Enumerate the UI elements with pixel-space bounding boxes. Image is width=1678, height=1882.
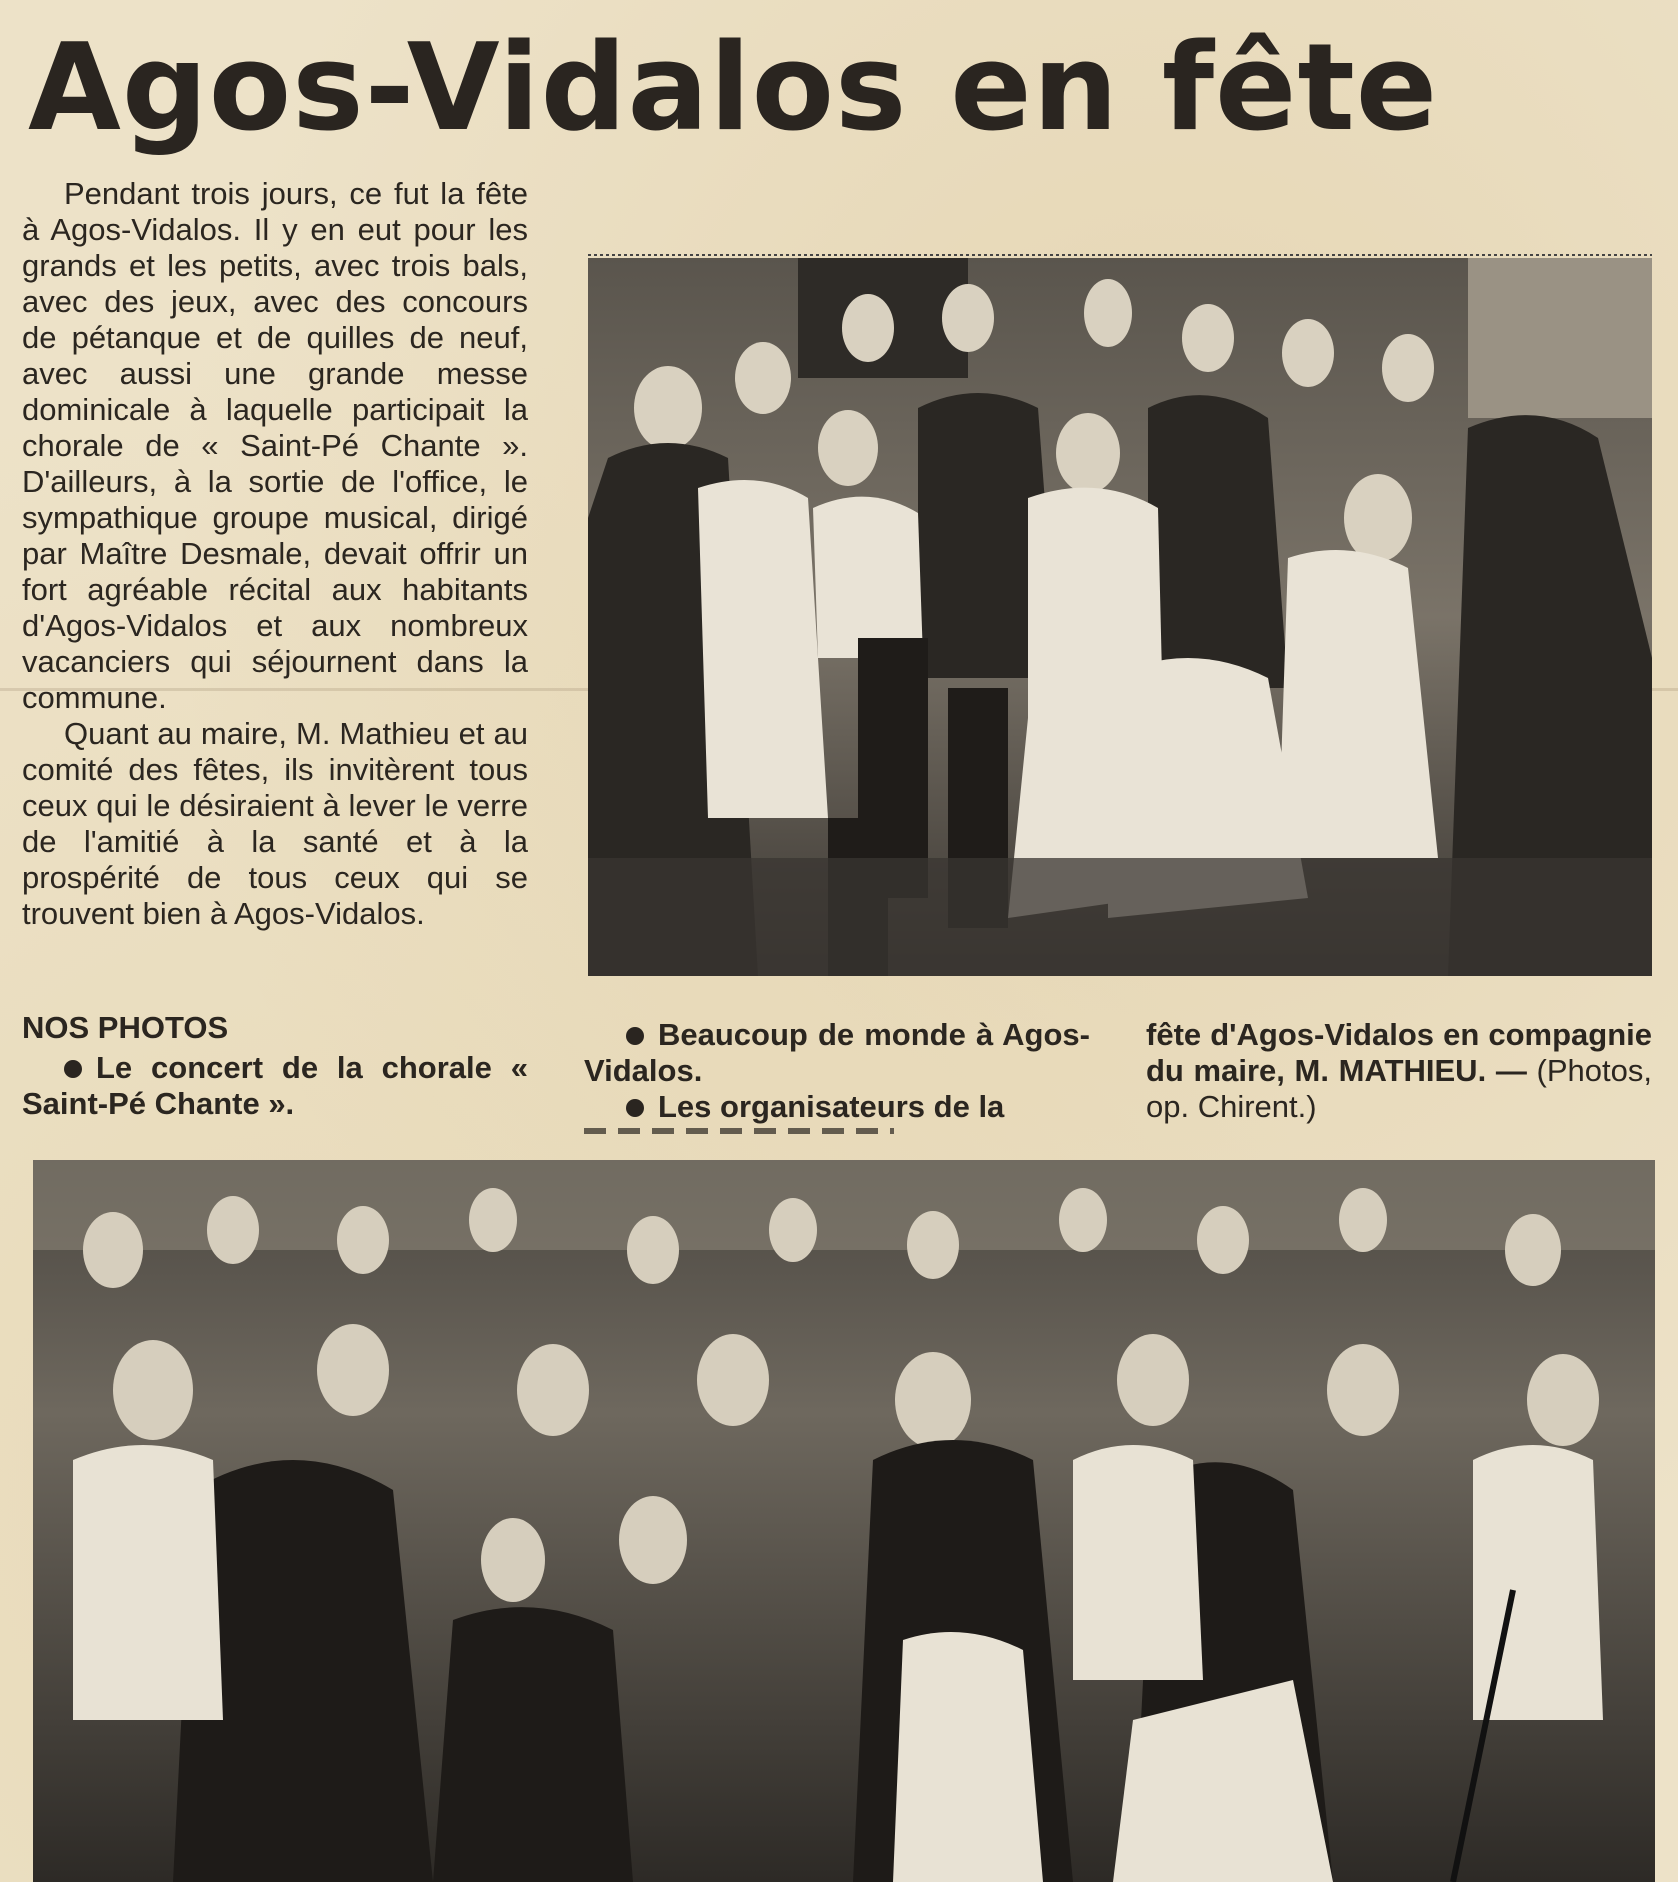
captions-title: NOS PHOTOS xyxy=(22,1010,229,1045)
cut-off-text-line xyxy=(584,1122,894,1134)
caption-item-1: Le concert de la chorale « Saint-Pé Chante ». xyxy=(22,1050,528,1121)
chorale-photo-image xyxy=(588,258,1652,976)
article-body xyxy=(22,176,528,932)
crowd-photo-image xyxy=(33,1160,1655,1882)
caption-column-1 xyxy=(22,1050,528,1122)
caption-item-3-end: fête d'Agos-Vidalos en compagnie du maire, M. MATHIEU. — xyxy=(1146,1017,1652,1088)
caption-column-3 xyxy=(1146,1017,1652,1125)
article-paragraph-2: Quant au maire, M. Mathieu et au comité des fêtes, ils invitèrent tous ceux qui le désiraient à lever le verre de l'amitié à la santé et à la prospérité de tous ceux qui se trouvent bien à Agos-Vidalos. xyxy=(22,716,528,931)
bullet-icon xyxy=(626,1099,644,1117)
caption-item-2: Beaucoup de monde à Agos-Vidalos. xyxy=(584,1017,1090,1088)
photo-credit: (Photos, op. Chirent.) xyxy=(1146,1053,1652,1124)
bullet-icon xyxy=(626,1027,644,1045)
chorale-photo xyxy=(588,258,1652,976)
article-paragraph-1: Pendant trois jours, ce fut la fête à Agos-Vidalos. Il y en eut pour les grands et les petits, avec trois bals, avec des jeux, avec des concours de pétanque et de quilles de neuf, avec aussi une grande messe dominicale à laquelle participait la chorale de « Saint-Pé Chante ». D'ailleurs, à la sortie de l'office, le sympathique groupe musical, dirigé par Maître Desmale, devait offrir un fort agréable récital aux habitants d'Agos-Vidalos et aux nombreux vacanciers qui séjournent dans la commune. xyxy=(22,176,528,715)
caption-column-2 xyxy=(584,1017,1090,1125)
headline: Agos-Vidalos en fête xyxy=(28,19,1439,158)
caption-item-3-start: Les organisateurs de la xyxy=(658,1089,1005,1124)
photo-top-rule xyxy=(588,254,1652,256)
bullet-icon xyxy=(64,1060,82,1078)
crowd-photo xyxy=(33,1160,1655,1882)
